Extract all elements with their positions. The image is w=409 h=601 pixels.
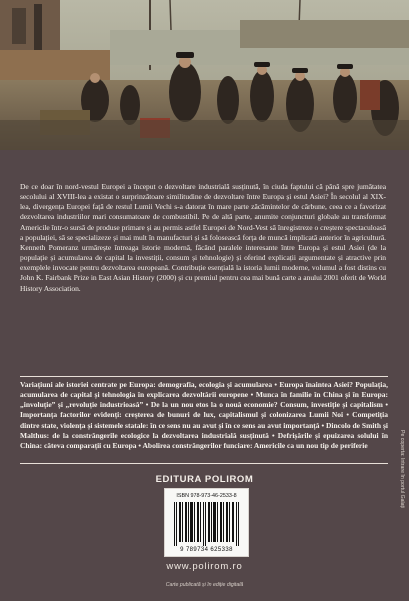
spine-caption: [399, 430, 407, 580]
publisher-website: www.polirom.ro: [166, 561, 243, 572]
blurb-paragraph: De ce doar în nord-vestul Europei a început o dezvoltare industrială susținută, în ciuda faptului că până spre jumătatea secolului al XVIII-lea a existat o surprinzătoare similitudine de dezvoltare între Europa și estul Asiei? În secolul al XIX-lea, divergența Europei față de restul Lumii Vechi s-a datorat în mare parte zăcămintelor de cărbune, ceea ce a favorizat dezvoltarea industriilor mari consumatoare de combustibil. Pe de altă parte, anumite conjuncturi globale au transformat Americile într-o sursă de produse primare și au permis astfel Europei de Nord-Vest să înregistreze o creștere spectaculoasă a populației, să se specializeze și mai mult în manufacturi și să folosească forța de muncă implicată anterior în agricultură. Kenneth Pomeranz urmărește întreaga istorie modernă, făcând paralele interesante între Europa și estul Asiei (de la populație și acumularea de capital la investiții, consum și tehnologie) și oferind explicații argumentate și atractive prin exemplele invocate pentru dezvoltarea europeană. Contribuție esențială la istoria lumii moderne, volumul a fost distins cu John K. Fairbank Prize in East Asian History (2000) și cu premiul pentru cea mai bună carte a anului 2001 oferit de World History Association.: [20, 182, 386, 293]
barcode-icon: [172, 502, 242, 548]
barcode-panel: [164, 488, 249, 557]
barcode-number: 9 789734 625338: [180, 547, 233, 553]
isbn-label: ISBN 978-973-46-2533-8: [176, 493, 237, 499]
publisher-name: EDITURA POLIROM: [155, 474, 254, 485]
digital-edition-note: Carte publicată și în ediție digitală: [165, 582, 244, 588]
cover-painting: [0, 0, 409, 150]
chapter-list-text: Variațiuni ale istoriei centrate pe Europa: demografia, ecologia și acumularea • Europa înaintea Asiei? Populația, acumularea de capital și tehnologia în explicarea dezvoltării europene • Munca în familie în China și în Europa: „involuție” și „revoluție industrioasă” • De la un nou etos la o nouă economie? Consum, investiție și capitalism • Importanța factorilor evidenți: creșterea de bunuri de lux, capitalismul și colonizarea Lumii Noi • Competiția dintre state, violența și sistemele statale: în ce sens nu au avut și în ce sens au avut importanță • Dincolo de Smith și Malthus: de la constrângerile ecologice la dezvoltarea industrială susținută • Defrișările și epuizarea solului în China: câteva comparații cu Europa • Abolirea constrângerilor funciare: Americile ca un nou tip de periferie: [20, 380, 388, 450]
cover-image-caption: Pe coperta: Intrare în portul Galați: [399, 430, 405, 509]
chapter-list: [20, 376, 388, 464]
